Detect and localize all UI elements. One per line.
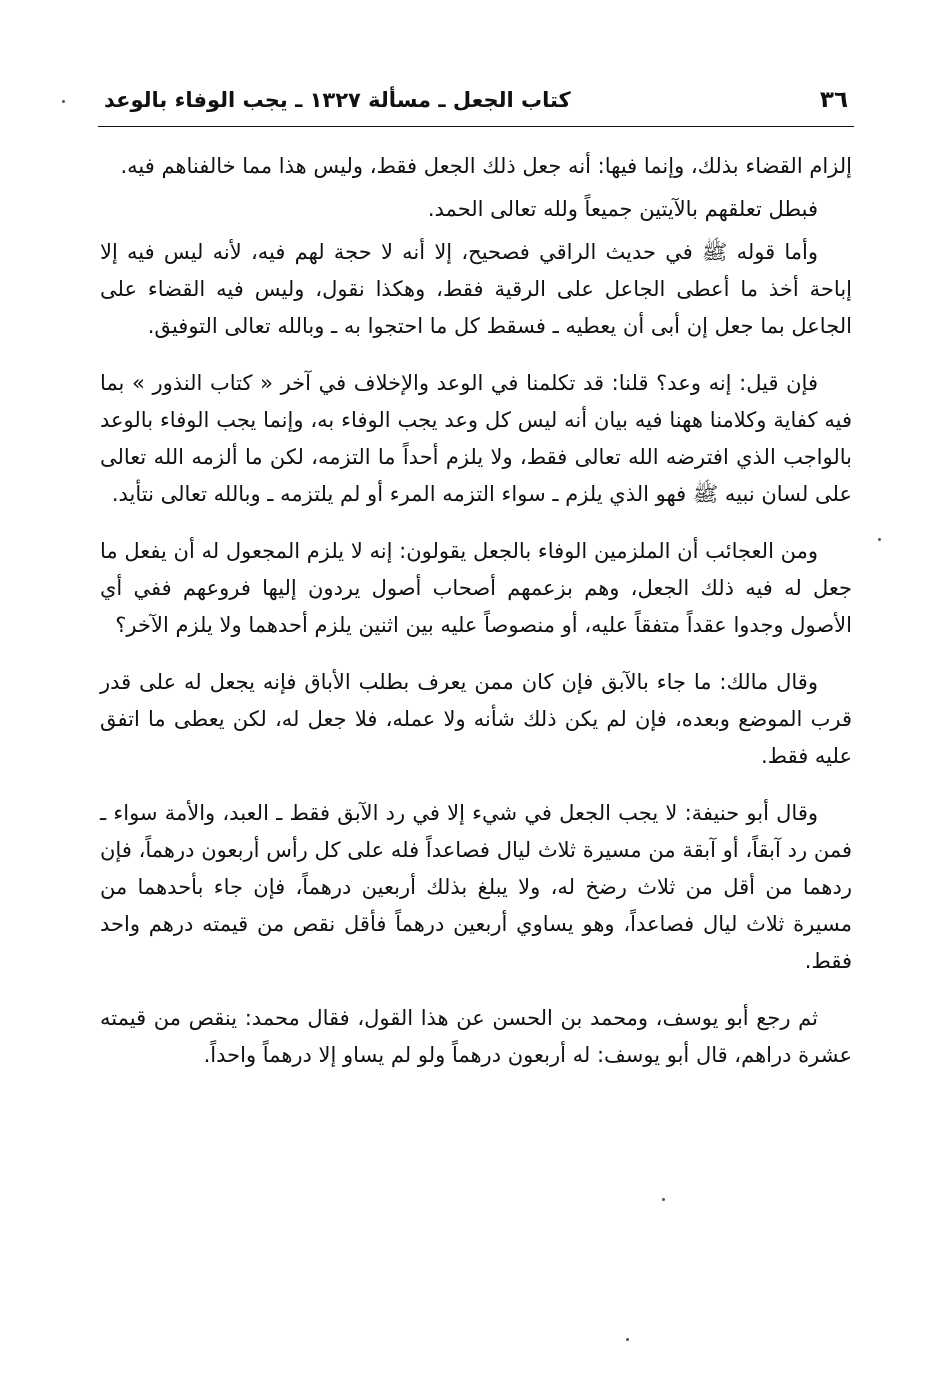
scan-speck — [662, 1198, 665, 1201]
paragraph-6: وقال مالك: ما جاء بالآبق فإن كان ممن يعرف بطلب الأباق فإنه يجعل له على قدر قرب الموضع وبعده، فإن لم يكن ذلك شأنه ولا عمله، فلا جعل له، لكن يعطى ما اتفق عليه فقط. — [100, 670, 852, 768]
header-rule — [98, 126, 854, 127]
body-text — [100, 148, 852, 1094]
scan-speck — [626, 1338, 629, 1341]
scan-speck — [878, 538, 881, 541]
paragraph-8: ثم رجع أبو يوسف، ومحمد بن الحسن عن هذا القول، فقال محمد: ينقص من قيمته عشرة دراهم، قال أبو يوسف: له أربعون درهماً ولو لم يساو إلا درهماً واحداً. — [100, 1006, 852, 1067]
paragraph-7: وقال أبو حنيفة: لا يجب الجعل في شيء إلا في رد الآبق فقط ـ العبد، والأمة سواء ـ فمن رد آبقاً، أو آبقة من مسيرة ثلاث ليال فصاعداً فله على كل رأس أربعون درهماً، فإن ردهما من أقل من ثلاث رضخ له، ولا يبلغ بذلك أربعين درهماً، فإن جاء بأحدهما من مسيرة ثلاث ليال فصاعداً، وهو يساوي أربعين درهماً فأقل نقص من قيمته درهم واحد فقط. — [100, 801, 852, 973]
paragraph-4: فإن قيل: إنه وعد؟ قلنا: قد تكلمنا في الوعد والإخلاف في آخر « كتاب النذور » بما فيه كفاية وكلامنا ههنا فيه بيان أنه ليس كل وعد يجب الوفاء به، وإنما يجب الوفاء بالوعد بالواجب الذي افترضه الله تعالى فقط، ولا يلزم أحداً ما التزمه، لكن ما ألزمه الله تعالى على لسان نبيه ﷺ فهو الذي يلزم ـ سواء التزمه المرء أو لم يلتزمه ـ وبالله تعالى نتأيد. — [100, 371, 852, 506]
page-number: ٣٦ — [819, 87, 848, 113]
scan-speck — [62, 100, 65, 103]
running-title: كتاب الجعل ـ مسألة ١٣٢٧ ـ يجب الوفاء بالوعد — [104, 88, 571, 112]
paragraph-2: فبطل تعلقهم بالآيتين جميعاً ولله تعالى الحمد. — [427, 197, 818, 221]
paragraph-1: إلزام القضاء بذلك، وإنما فيها: أنه جعل ذلك الجعل فقط، وليس هذا مما خالفناهم فيه. — [120, 154, 852, 178]
paragraph-3: وأما قوله ﷺ في حديث الراقي فصحيح، إلا أنه لا حجة لهم فيه، لأنه ليس فيه إلا إباحة أخذ ما أعطى الجاعل على الرقية فقط، وهكذا نقول، وليس فيه القضاء على الجاعل بما جعل إن أبى أن يعطيه ـ فسقط كل ما احتجوا به ـ وبالله تعالى التوفيق. — [100, 240, 852, 338]
page-header — [104, 82, 848, 118]
paragraph-5: ومن العجائب أن الملزمين الوفاء بالجعل يقولون: إنه لا يلزم المجعول له أن يفعل ما جعل له فيه ذلك الجعل، وهم بزعمهم أصحاب أصول يردون إليها فروعهم ففي أي الأصول وجدوا عقداً متفقاً عليه، أو منصوصاً عليه بين اثنين يلزم أحدهما ولا يلزم الآخر؟ — [100, 539, 852, 637]
